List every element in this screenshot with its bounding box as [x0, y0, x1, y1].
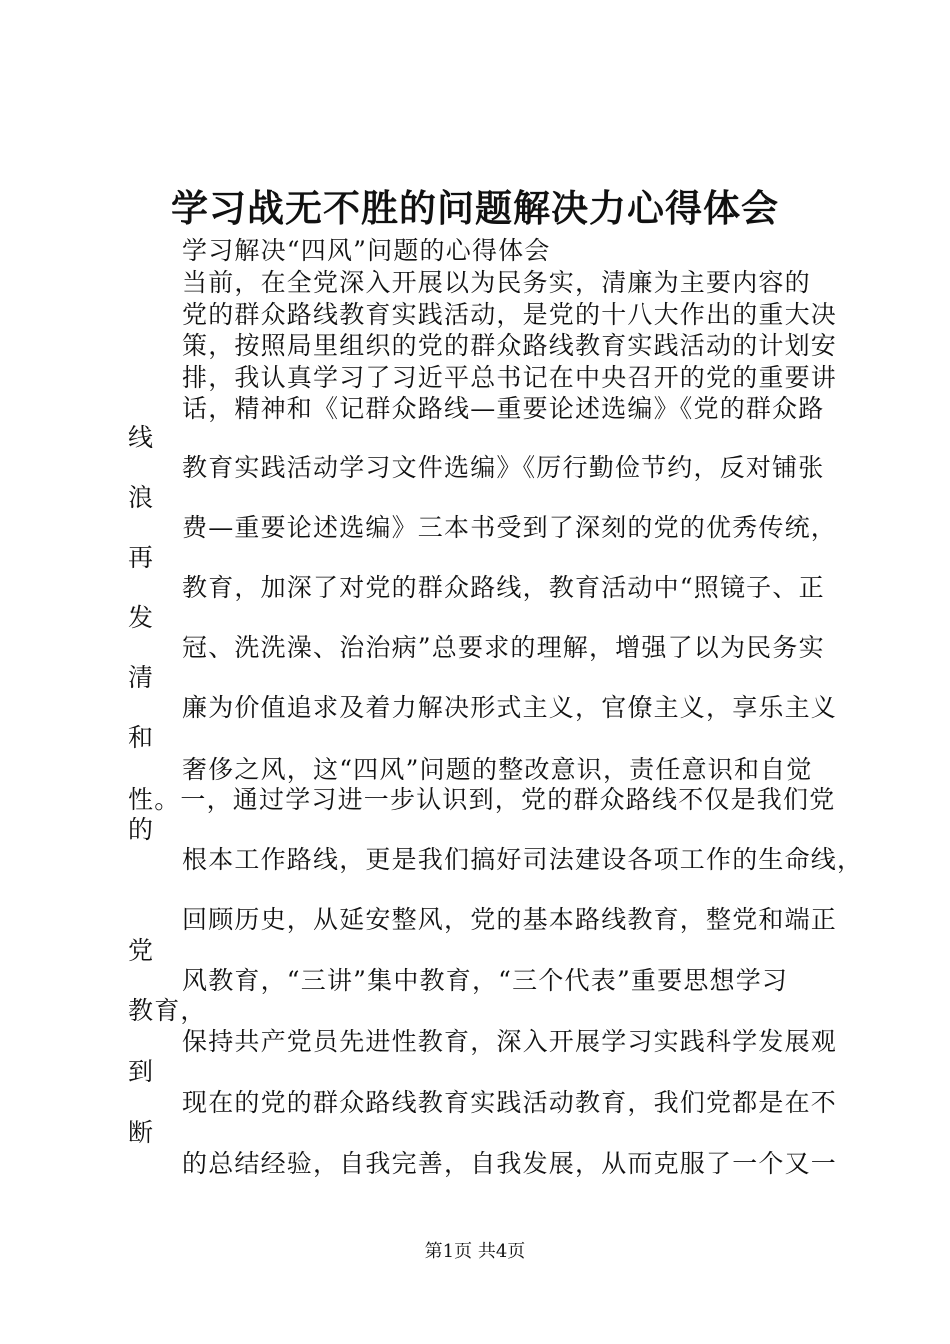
text-line: 话，精神和《记群众路线—重要论述选编》《党的群众路 [182, 394, 825, 423]
text-line: 冠、洗洗澡、治治病”总要求的理解，增强了以为民务实 [182, 633, 825, 662]
text-line: 回顾历史，从延安整风，党的基本路线教育，整党和端正 [182, 905, 838, 934]
text-line: 教育，加深了对党的群众路线，教育活动中“照镜子、正 [182, 573, 825, 602]
text-line: 廉为价值追求及着力解决形式主义，官僚主义，享乐主义 [182, 693, 838, 722]
text-line: 当前，在全党深入开展以为民务实，清廉为主要内容的 [182, 268, 811, 297]
document-title: 学习战无不胜的问题解决力心得体会 [171, 186, 779, 230]
text-line-wrap: 清 [128, 663, 155, 692]
text-line-wrap: 浪 [128, 483, 155, 512]
text-line: 策，按照局里组织的党的群众路线教育实践活动的计划安 [182, 331, 838, 360]
text-line: 学习解决“四风”问题的心得体会 [182, 236, 551, 265]
text-line-wrap: 党 [128, 936, 155, 965]
text-line: 性。一，通过学习进一步认识到，党的群众路线不仅是我们党 [128, 785, 836, 814]
text-line-wrap: 再 [128, 543, 155, 572]
text-line-wrap: 和 [128, 723, 155, 752]
text-line-wrap: 的 [128, 815, 155, 844]
text-line-wrap: 发 [128, 603, 155, 632]
text-line: 现在的党的群众路线教育实践活动教育，我们党都是在不 [182, 1088, 838, 1117]
text-line: 费—重要论述选编》三本书受到了深刻的党的优秀传统， [182, 513, 838, 542]
text-line: 保持共产党员先进性教育，深入开展学习实践科学发展观 [182, 1027, 838, 1056]
text-line-wrap: 到 [128, 1057, 155, 1086]
text-line: 根本工作路线，更是我们搞好司法建设各项工作的生命线， [182, 845, 864, 874]
text-line: 奢侈之风，这“四风”问题的整改意识，责任意识和自觉 [182, 755, 813, 784]
text-line-wrap: 断 [128, 1118, 155, 1147]
text-line-wrap: 教育， [128, 996, 207, 1025]
text-line: 的总结经验，自我完善，自我发展，从而克服了一个又一 [182, 1149, 838, 1178]
page-number: 第1页 共4页 [424, 1241, 526, 1262]
text-line: 风教育，“三讲”集中教育，“三个代表”重要思想学习 [182, 966, 789, 995]
text-line-wrap: 线 [128, 423, 155, 452]
text-line: 排，我认真学习了习近平总书记在中央召开的党的重要讲 [182, 363, 838, 392]
text-line: 教育实践活动学习文件选编》《厉行勤俭节约，反对铺张 [182, 453, 825, 482]
text-line: 党的群众路线教育实践活动，是党的十八大作出的重大决 [182, 300, 838, 329]
